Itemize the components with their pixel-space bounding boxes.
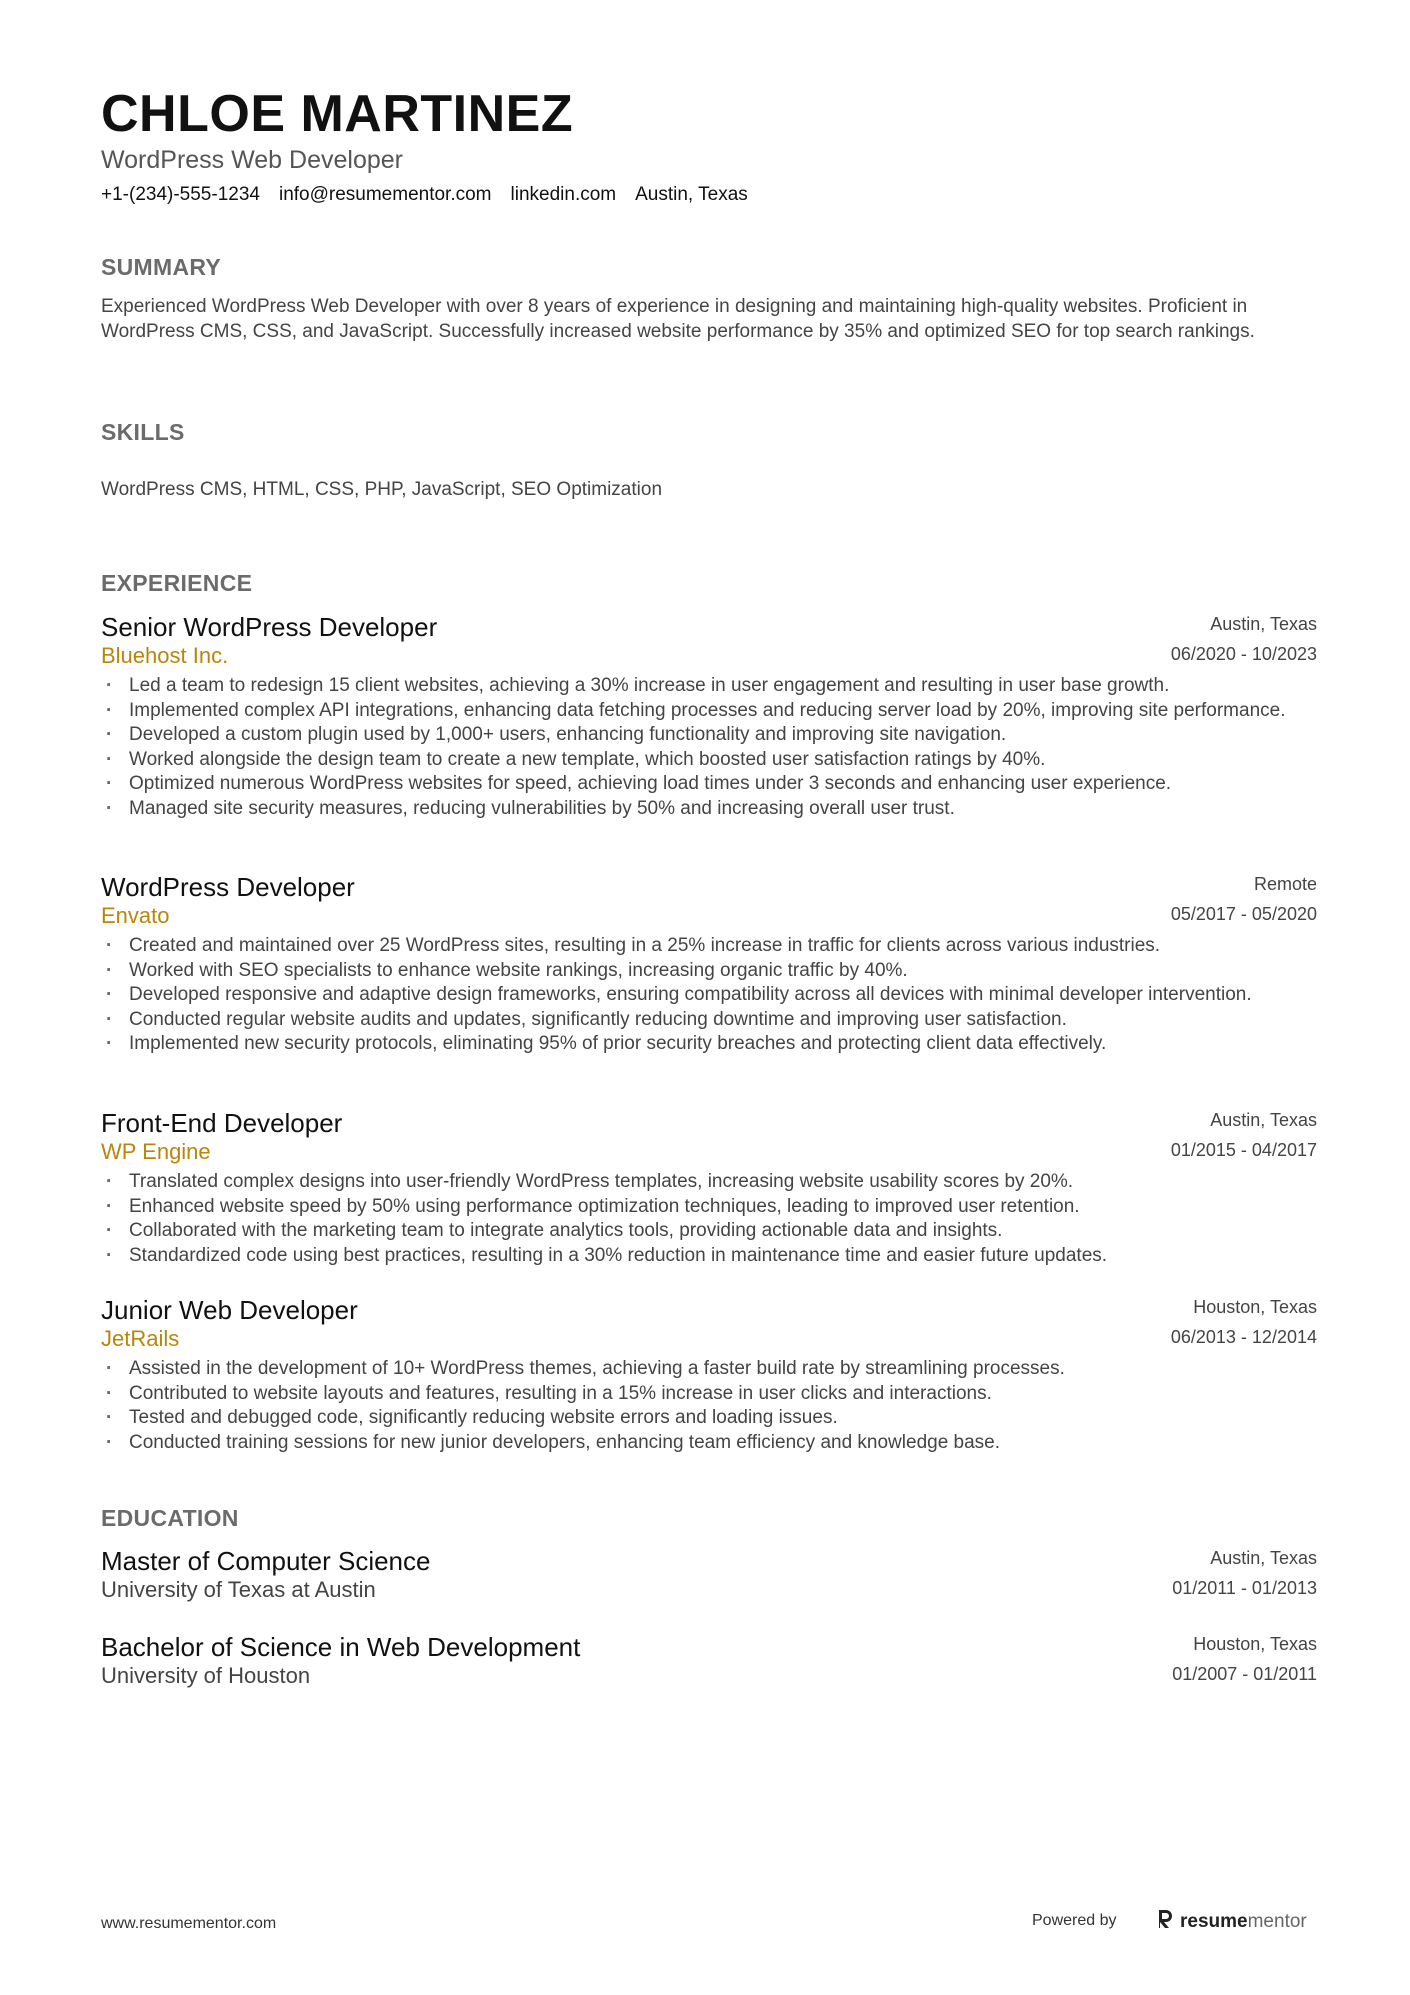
- edu-school: University of Houston: [101, 1663, 311, 1688]
- job-bullet: · Assisted in the development of 10+ WordPress themes, achieving a faster build rate by streamlining processes.: [101, 1357, 1317, 1382]
- job-location: Austin, Texas: [1210, 1110, 1317, 1130]
- job-bullet: · Conducted training sessions for new junior developers, enhancing team efficiency and knowledge base.: [101, 1431, 1317, 1456]
- job-location: Houston, Texas: [1193, 1297, 1317, 1317]
- job-bullet: · Worked with SEO specialists to enhance website rankings, increasing organic traffic by 40%.: [101, 959, 1317, 984]
- footer-brand-logo[interactable]: [1156, 1908, 1307, 1935]
- job-bullet: · Enhanced website speed by 50% using performance optimization techniques, leading to improved user retention.: [101, 1195, 1317, 1220]
- job-bullet: · Managed site security measures, reducing vulnerabilities by 50% and increasing overall user trust.: [101, 797, 1317, 822]
- contact-list: [101, 184, 748, 206]
- experience-heading: EXPERIENCE: [101, 570, 253, 596]
- summary-text: Experienced WordPress Web Developer with over 8 years of experience in designing and maintaining high-quality websites. Proficient in WordPress CMS, CSS, and JavaScript. Successfully increased website performance by 35% and optimized SEO for top search rankings.: [101, 296, 1255, 342]
- job-company: JetRails: [101, 1326, 180, 1351]
- job-location: Austin, Texas: [1210, 614, 1317, 634]
- brand-wordmark: resumementor: [1180, 1910, 1307, 1932]
- job-bullet: · Contributed to website layouts and features, resulting in a 15% increase in user clicks and interactions.: [101, 1382, 1317, 1407]
- job-bullet: · Led a team to redesign 15 client websites, achieving a 30% increase in user engagement and resulting in user base growth.: [101, 674, 1317, 699]
- job-bullets: [101, 1170, 1317, 1268]
- job-company: Bluehost Inc.: [101, 643, 229, 668]
- job-bullet: · Optimized numerous WordPress websites for speed, achieving load times under 3 seconds and enhancing user experience.: [101, 772, 1317, 797]
- job-bullets: [101, 674, 1317, 821]
- job-bullet: · Implemented complex API integrations, enhancing data fetching processes and reducing server load by 20%, improving site performance.: [101, 699, 1317, 724]
- job-dates: 06/2020 - 10/2023: [1170, 644, 1317, 664]
- job-bullets: [101, 1357, 1317, 1455]
- job-bullet: · Developed a custom plugin used by 1,000+ users, enhancing functionality and improving site navigation.: [101, 723, 1317, 748]
- contact-phone[interactable]: +1-(234)-555-1234: [101, 184, 260, 205]
- job-bullet: · Created and maintained over 25 WordPress sites, resulting in a 25% increase in traffic for clients across various industries.: [101, 934, 1317, 959]
- footer-website-link[interactable]: www.resumementor.com: [101, 1915, 277, 1932]
- job-title: WordPress Developer: [101, 872, 355, 902]
- edu-location: Houston, Texas: [1193, 1634, 1317, 1654]
- candidate-role: WordPress Web Developer: [101, 146, 403, 174]
- job-bullets: [101, 934, 1317, 1057]
- footer-powered-by: Powered by: [1032, 1912, 1117, 1929]
- contact-linkedin[interactable]: linkedin.com: [510, 184, 617, 205]
- contact-location: Austin, Texas: [635, 184, 748, 205]
- job-bullet: · Developed responsive and adaptive design frameworks, ensuring compatibility across all devices with minimal developer intervention.: [101, 983, 1317, 1008]
- job-bullet: · Tested and debugged code, significantly reducing website errors and loading issues.: [101, 1406, 1317, 1431]
- job-bullet: · Collaborated with the marketing team to integrate analytics tools, providing actionable data and insights.: [101, 1219, 1317, 1244]
- edu-dates: 01/2011 - 01/2013: [1172, 1578, 1317, 1598]
- job-company: Envato: [101, 903, 170, 928]
- edu-degree: Master of Computer Science: [101, 1546, 431, 1576]
- edu-degree: Bachelor of Science in Web Development: [101, 1632, 581, 1662]
- job-bullet: · Implemented new security protocols, eliminating 95% of prior security breaches and protecting client data effectively.: [101, 1032, 1317, 1057]
- skills-text: WordPress CMS, HTML, CSS, PHP, JavaScript, SEO Optimization: [101, 479, 663, 500]
- job-bullet: · Worked alongside the design team to create a new template, which boosted user satisfaction ratings by 40%.: [101, 748, 1317, 773]
- summary-heading: SUMMARY: [101, 254, 222, 280]
- job-location: Remote: [1253, 874, 1317, 894]
- contact-email[interactable]: info@resumementor.com: [278, 184, 492, 205]
- job-title: Senior WordPress Developer: [101, 612, 438, 642]
- skills-heading: SKILLS: [101, 419, 185, 445]
- candidate-name: CHLOE MARTINEZ: [101, 85, 574, 143]
- job-title: Front-End Developer: [101, 1108, 343, 1138]
- edu-location: Austin, Texas: [1210, 1548, 1317, 1568]
- job-bullet: · Translated complex designs into user-friendly WordPress templates, increasing website usability scores by 20%.: [101, 1170, 1317, 1195]
- edu-dates: 01/2007 - 01/2011: [1172, 1664, 1317, 1684]
- job-title: Junior Web Developer: [101, 1295, 358, 1325]
- job-bullet: · Conducted regular website audits and updates, significantly reducing downtime and improving user satisfaction.: [101, 1008, 1317, 1033]
- resumementor-logo-icon: [1156, 1908, 1174, 1935]
- edu-school: University of Texas at Austin: [101, 1577, 376, 1602]
- job-dates: 01/2015 - 04/2017: [1170, 1140, 1317, 1160]
- education-heading: EDUCATION: [101, 1505, 239, 1531]
- job-bullet: · Standardized code using best practices, resulting in a 30% reduction in maintenance time and easier future updates.: [101, 1244, 1317, 1269]
- job-dates: 05/2017 - 05/2020: [1170, 904, 1317, 924]
- job-dates: 06/2013 - 12/2014: [1170, 1327, 1317, 1347]
- job-company: WP Engine: [101, 1139, 211, 1164]
